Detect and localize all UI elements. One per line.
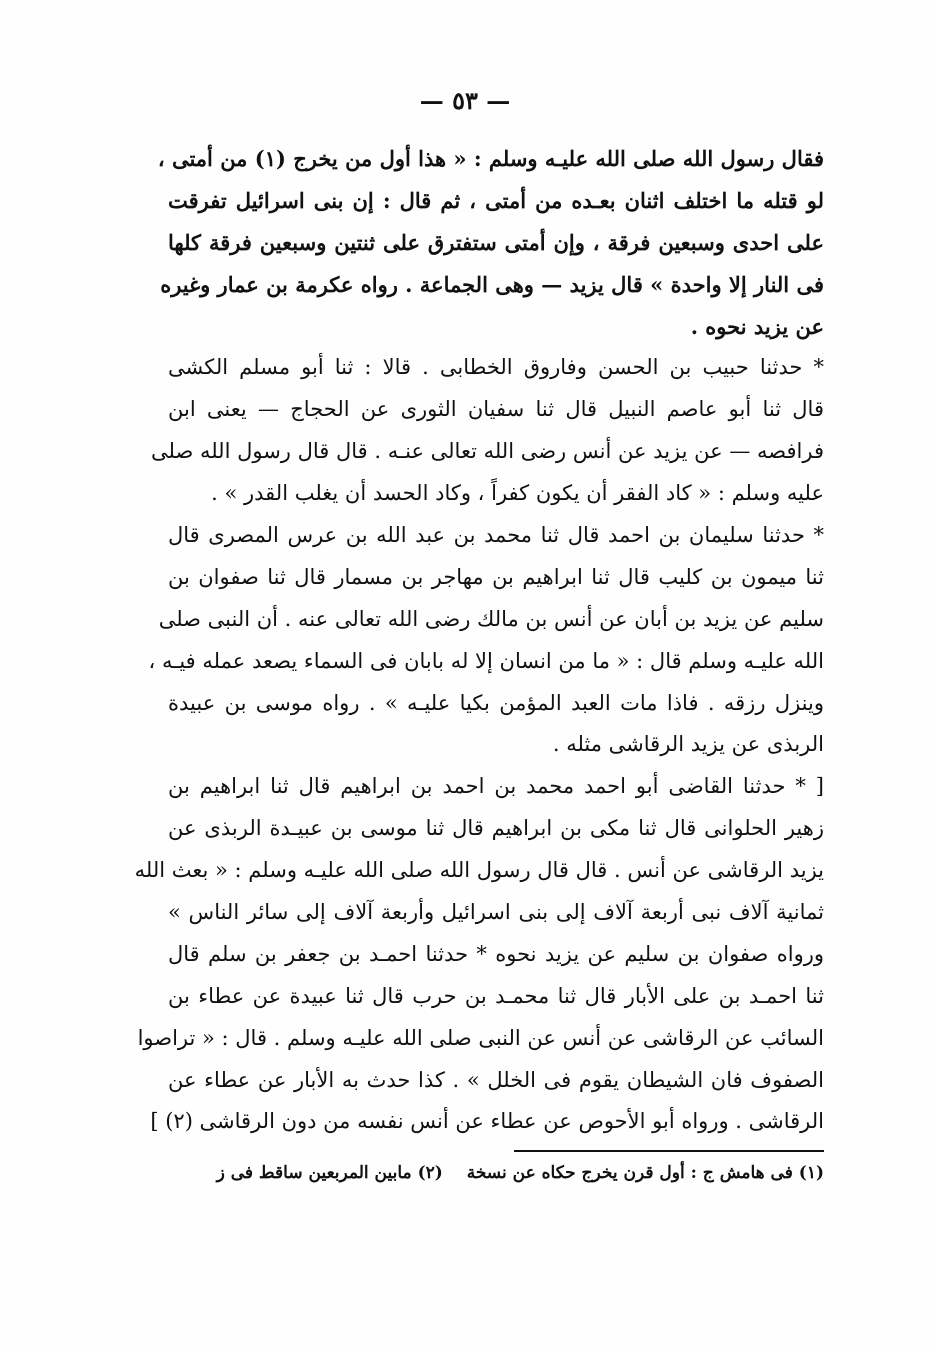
text-line: الصفوف فان الشيطان يقوم فى الخلل » . كذا حدث به الأبار عن عطاء عن [168,1067,824,1092]
main-text [134,138,824,1143]
text-line: لو قتله ما اختلف اثنان بعـده من أمتى ، ثم قال : إن بنى اسرائيل تفرقت [168,187,824,213]
text-line: الله عليـه وسلم قال : « ما من انسان إلا له بابان فى السماء يصعد عمله فيـه ، [148,648,824,673]
footnote-divider [514,1150,824,1152]
text-line: [ * حدثنا القاضى أبو احمد محمد بن احمد بن ابراهيم قال ثنا ابراهيم بن [168,774,824,799]
text-line: عن يزيد نحوه . [690,313,824,339]
text-line: ثمانية آلاف نبى أربعة آلاف إلى بنى اسرائيل وأربعة آلاف إلى سائر الناس » [168,900,824,925]
text-line: الربذى عن يزيد الرقاشى مثله . [552,732,824,757]
text-line: قال ثنا أبو عاصم النبيل قال ثنا سفيان الثورى عن الحجاج — يعنى ابن [168,397,824,422]
text-line: زهير الحلوانى قال ثنا مكى بن ابراهيم قال ثنا موسى بن عبيـدة الربذى عن [168,816,824,841]
footnote-2: (٢) مابين المربعين ساقط فى ز [216,1163,443,1183]
text-line: السائب عن الرقاشى عن أنس عن النبى صلى الله عليـه وسلم . قال : « تراصوا [137,1025,824,1050]
text-line: وينزل رزقه . فاذا مات العبد المؤمن بكيا عليـه » . رواه موسى بن عبيدة [168,690,824,715]
text-line: فقال رسول الله صلى الله عليـه وسلم : « هذا أول من يخرج (١) من أمتى ، [157,146,824,171]
text-line: يزيد الرقاشى عن أنس . قال قال رسول الله صلى الله عليـه وسلم : « بعث الله [134,858,824,883]
text-line: ثنا احمـد بن على الأبار قال ثنا محمـد بن حرب قال ثنا عبيدة عن عطاء بن [168,983,824,1008]
text-line: فى النار إلا واحدة » قال يزيد — وهى الجماعة . رواه عكرمة بن عمار وغيره [160,271,824,297]
text-line: ثنا ميمون بن كليب قال ثنا ابراهيم بن مهاجر بن مسمار قال ثنا صفوان بن [168,564,824,589]
text-line: ورواه صفوان بن سليم عن يزيد نحوه * حدثنا احمـد بن جعفر بن سلم قال [168,941,824,966]
text-line: عليه وسلم : « كاد الفقر أن يكون كفراً ، وكاد الحسد أن يغلب القدر » . [211,481,824,506]
text-line: على احدى وسبعين فرقة ، وإن أمتى ستفترق على ثنتين وسبعين فرقة كلها [168,229,824,255]
text-line: سليم عن يزيد بن أبان عن أنس بن مالك رضى الله تعالى عنه . أن النبى صلى [158,606,824,631]
text-line: فرافصه — عن يزيد عن أنس رضى الله تعالى عنـه . قال قال رسول الله صلى [151,439,824,464]
text-line: الرقاشى . ورواه أبو الأحوص عن عطاء عن أنس نفسه من دون الرقاشى (٢) ] [150,1109,824,1134]
footnotes [168,1156,824,1190]
text-line: * حدثنا سليمان بن احمد قال ثنا محمد بن عبد الله بن عرس المصرى قال [168,523,824,548]
page-number: — ٥٣ — [419,86,511,115]
footnote-1: (١) فى هامش ج : أول قرن يخرج حكاه عن نسخة [466,1163,824,1183]
text-line: * حدثنا حبيب بن الحسن وفاروق الخطابى . قالا : ثنا أبو مسلم الكشى [168,355,824,380]
